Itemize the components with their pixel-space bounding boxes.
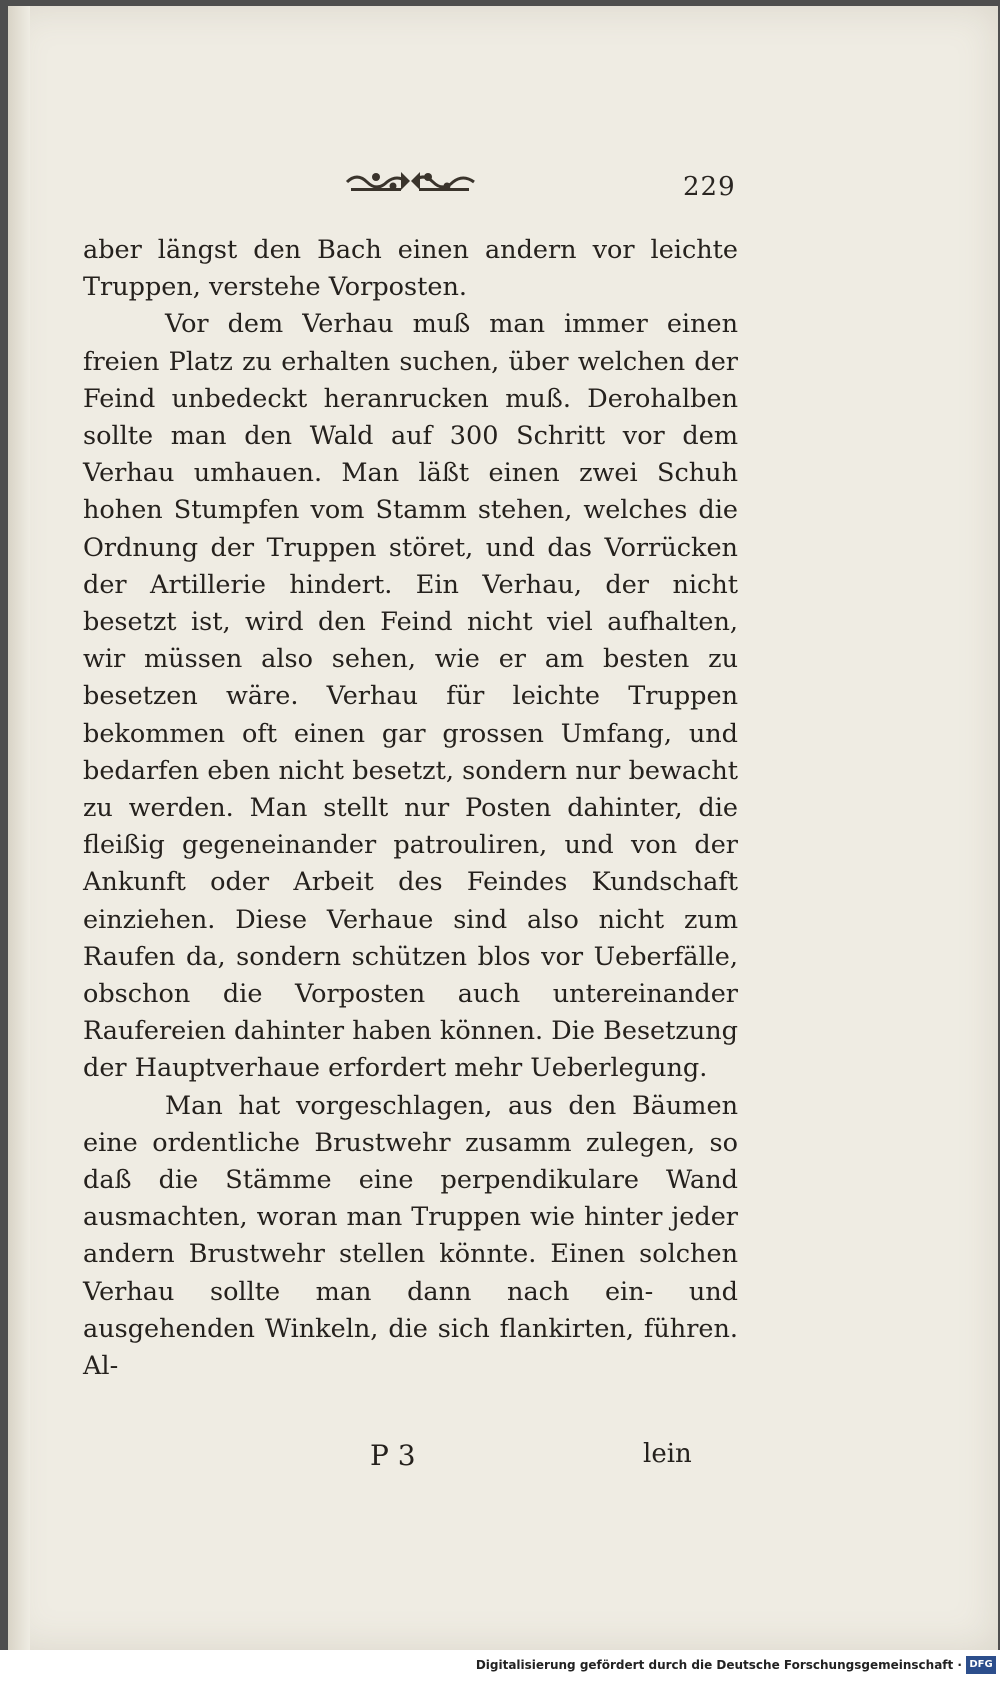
book-page [8, 6, 998, 1650]
body-text [83, 232, 738, 1385]
page-footer [8, 1439, 998, 1479]
dfg-logo: DFG [966, 1656, 996, 1674]
page-number: 229 [683, 172, 736, 202]
digitization-credit-bar [0, 1650, 1000, 1681]
paragraph-2: Vor dem Verhau muß man immer einen freien Platz zu erhalten suchen, über welchen der Feind unbedeckt heranrucken muß. Derohalben sollte man den Wald auf 300 Schritt vor dem Verhau umhauen. Man läßt einen zwei Schuh hohen Stumpfen vom Stamm stehen, welches die Ordnung der Truppen störet, und das Vorrücken der Artillerie hindert. Ein Verhau, der nicht besetzt ist, wird den Feind nicht viel aufhalten, wir müssen also sehen, wie er am besten zu besetzen wäre. Verhau für leichte Truppen bekommen oft einen gar grossen Umfang, und bedarfen eben nicht besetzt, sondern nur bewacht zu werden. Man stellt nur Posten dahinter, die fleißig gegeneinander patrouliren, und von der Ankunft oder Arbeit des Feindes Kundschaft einziehen. Diese Verhaue sind also nicht zum Raufen da, sondern schützen blos vor Ueberfälle, obschon die Vorposten auch untereinander Raufereien dahinter haben können. Die Besetzung der Hauptverhaue erfordert mehr Ueberlegung. [83, 309, 738, 1084]
ornament-icon [343, 166, 478, 196]
page-gutter-shadow [8, 6, 30, 1650]
paragraph-3: Man hat vorgeschlagen, aus den Bäumen eine ordentliche Brustwehr zusamm zulegen, so daß die Stämme eine perpendikulare Wand ausmachten, woran man Truppen wie hinter jeder andern Brustwehr stellen könnte. Einen solchen Verhau sollte man dann nach ein- und ausgehenden Winkeln, die sich flankirten, führen. Al- [83, 1090, 738, 1382]
paragraph-1: aber längst den Bach einen andern vor leichte Truppen, verstehe Vorposten. [83, 235, 738, 303]
catchword: lein [643, 1439, 692, 1469]
credit-text: Digitalisierung gefördert durch die Deutsche Forschungsgemeinschaft · [475, 1658, 962, 1672]
signature-mark: P 3 [370, 1439, 416, 1472]
